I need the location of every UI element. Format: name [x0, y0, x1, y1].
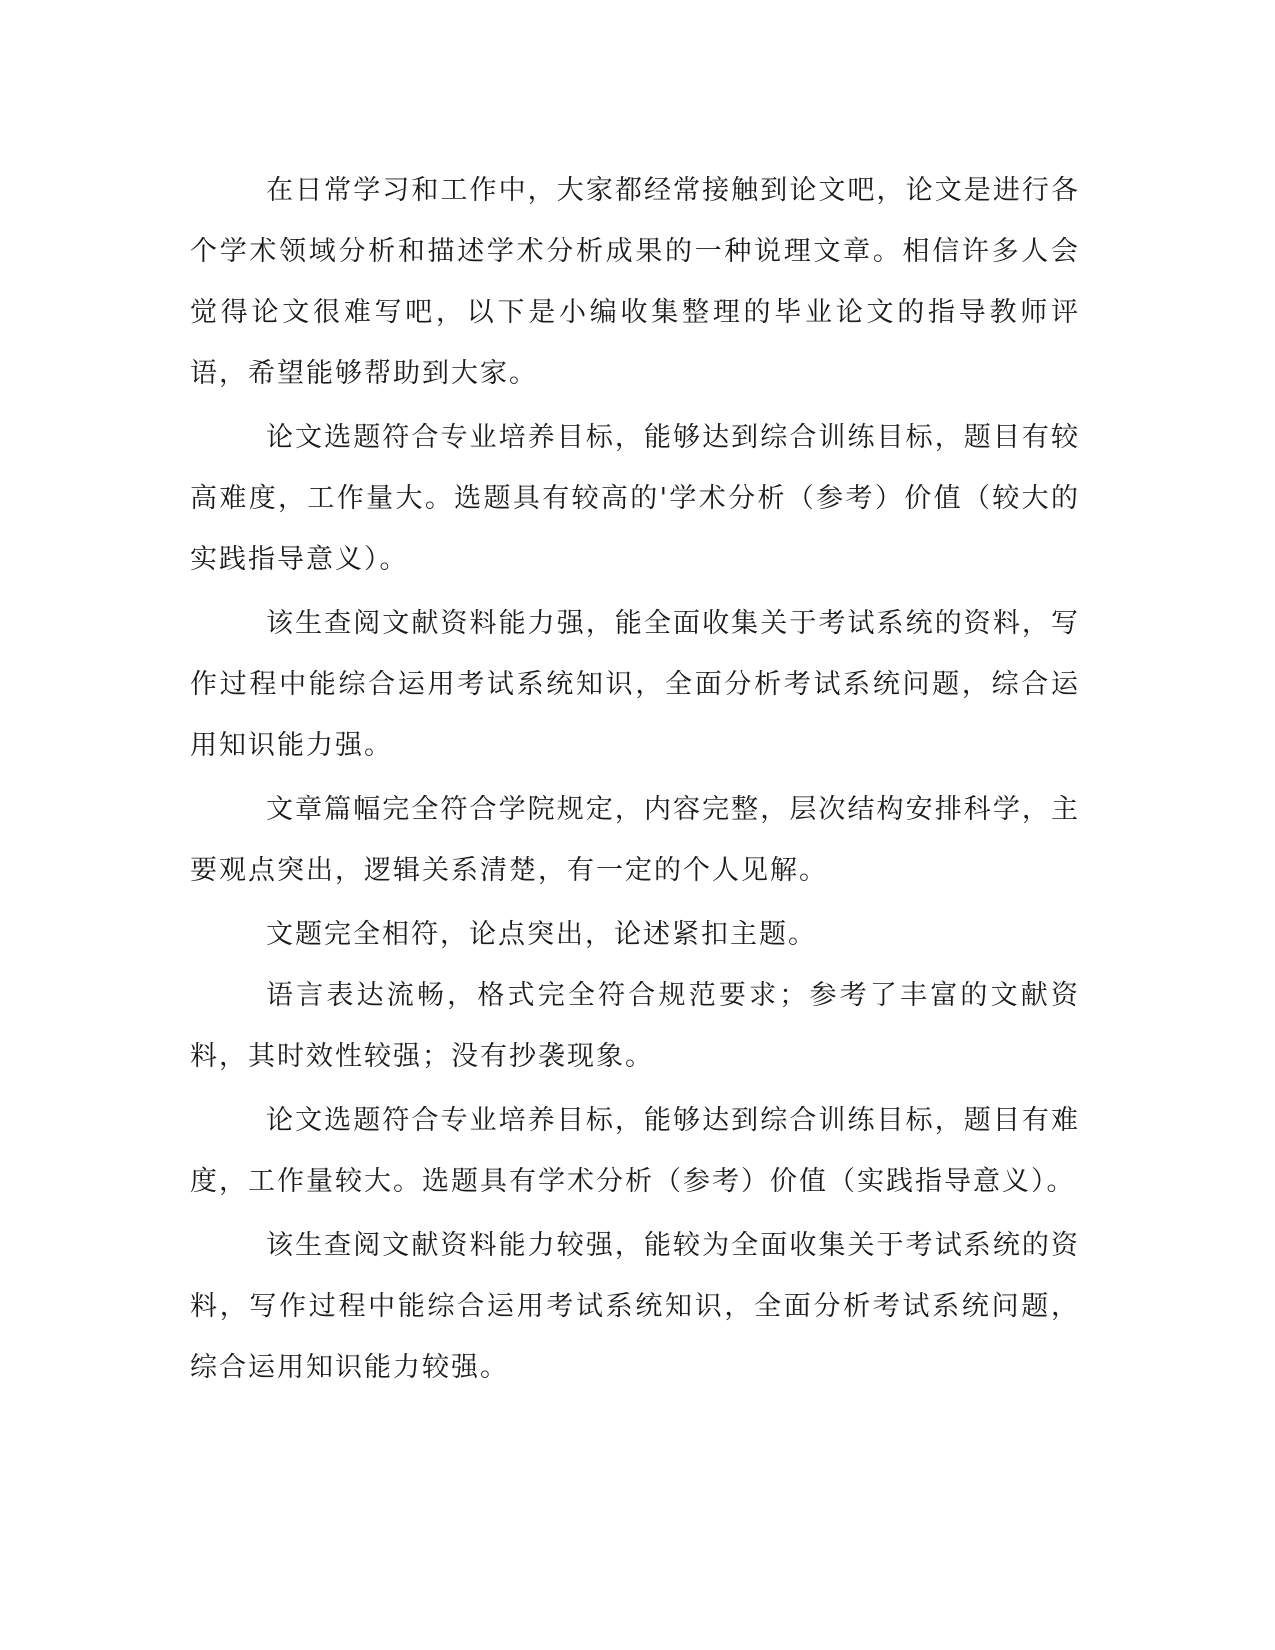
paragraph-intro: 在日常学习和工作中，大家都经常接触到论文吧，论文是进行各个学术领域分析和描述学术分析成果的一种说理文章。相信许多人会觉得论文很难写吧，以下是小编收集整理的毕业论文的指导教师评语，希望能够帮助到大家。: [190, 175, 1080, 389]
paragraph-comment-topic-high: 论文选题符合专业培养目标，能够达到综合训练目标，题目有较高难度，工作量大。选题具有较高的'学术分析（参考）价值（较大的实践指导意义）。: [190, 422, 1080, 575]
paragraph-comment-research-high: 该生查阅文献资料能力强，能全面收集关于考试系统的资料，写作过程中能综合运用考试系统知识，全面分析考试系统问题，综合运用知识能力强。: [190, 608, 1080, 761]
paragraph-comment-theme: 文题完全相符，论点突出，论述紧扣主题。: [266, 919, 817, 950]
paragraph-comment-language: 语言表达流畅，格式完全符合规范要求；参考了丰富的文献资料，其时效性较强；没有抄袭现象。: [190, 980, 1080, 1072]
document-body: [190, 160, 1080, 1401]
paragraph-comment-structure: 文章篇幅完全符合学院规定，内容完整，层次结构安排科学，主要观点突出，逻辑关系清楚，有一定的个人见解。: [190, 794, 1080, 886]
paragraph-comment-topic-mid: 论文选题符合专业培养目标，能够达到综合训练目标，题目有难度，工作量较大。选题具有学术分析（参考）价值（实践指导意义）。: [190, 1105, 1080, 1197]
paragraph-comment-research-mid: 该生查阅文献资料能力较强，能较为全面收集关于考试系统的资料，写作过程中能综合运用考试系统知识，全面分析考试系统问题，综合运用知识能力较强。: [190, 1230, 1080, 1383]
